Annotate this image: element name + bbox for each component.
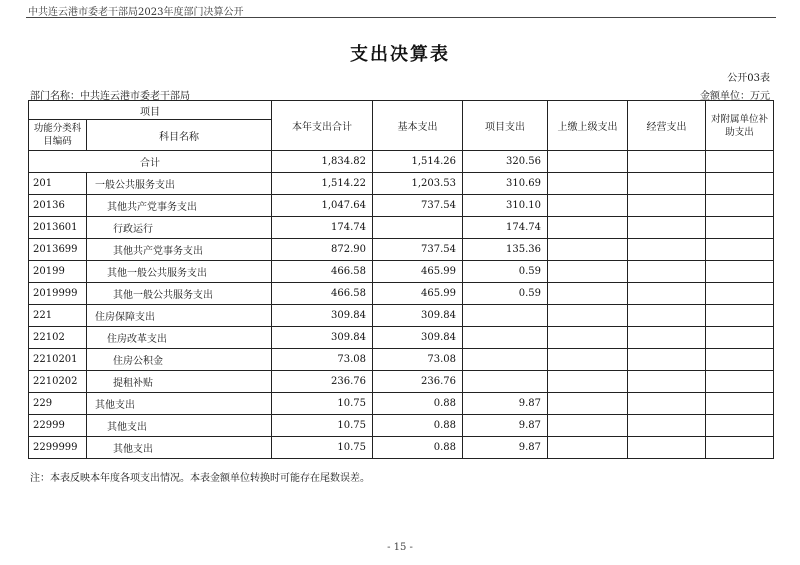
- cell-func-code: 2210202: [29, 371, 87, 393]
- header-item: 项目: [29, 101, 272, 120]
- total-cell-total: 1,834.82: [272, 151, 373, 173]
- cell-project: 9.87: [463, 393, 548, 415]
- cell-total: 174.74: [272, 217, 373, 239]
- cell-operating: [628, 305, 706, 327]
- table-body: [29, 151, 774, 459]
- table-row: [29, 349, 774, 371]
- total-cell-project: 320.56: [463, 151, 548, 173]
- cell-operating: [628, 349, 706, 371]
- cell-subsidy-sub: [706, 437, 774, 459]
- cell-operating: [628, 327, 706, 349]
- cell-subsidy-sub: [706, 415, 774, 437]
- cell-basic: 0.88: [373, 437, 463, 459]
- cell-func-code: 22999: [29, 415, 87, 437]
- cell-subject-name: 其他支出: [87, 437, 272, 459]
- cell-func-code: 22102: [29, 327, 87, 349]
- cell-basic: 236.76: [373, 371, 463, 393]
- cell-basic: 1,203.53: [373, 173, 463, 195]
- expenditure-table: [28, 100, 774, 459]
- department-name: 部门名称：中共连云港市委老干部局: [30, 91, 190, 102]
- cell-operating: [628, 415, 706, 437]
- cell-operating: [628, 173, 706, 195]
- cell-project: 135.36: [463, 239, 548, 261]
- cell-basic: 465.99: [373, 261, 463, 283]
- cell-func-code: 2013699: [29, 239, 87, 261]
- cell-subsidy-sub: [706, 327, 774, 349]
- running-header: 中共连云港市委老干部局2023年度部门决算公开: [28, 7, 244, 18]
- cell-project: 0.59: [463, 261, 548, 283]
- cell-subject-name: 其他支出: [87, 393, 272, 415]
- cell-total: 236.76: [272, 371, 373, 393]
- cell-func-code: 229: [29, 393, 87, 415]
- cell-func-code: 221: [29, 305, 87, 327]
- cell-basic: 737.54: [373, 195, 463, 217]
- cell-operating: [628, 371, 706, 393]
- table-row: [29, 393, 774, 415]
- total-row: [29, 151, 774, 173]
- header-subject-name: 科目名称: [87, 120, 272, 151]
- cell-subsidy-sub: [706, 239, 774, 261]
- cell-project: [463, 327, 548, 349]
- cell-total: 10.75: [272, 415, 373, 437]
- cell-func-code: 20199: [29, 261, 87, 283]
- cell-subsidy-sub: [706, 217, 774, 239]
- cell-operating: [628, 239, 706, 261]
- cell-subject-name: 其他共产党事务支出: [87, 195, 272, 217]
- cell-total: 309.84: [272, 327, 373, 349]
- cell-remit-upper: [548, 173, 628, 195]
- cell-operating: [628, 437, 706, 459]
- cell-project: 9.87: [463, 437, 548, 459]
- cell-project: 0.59: [463, 283, 548, 305]
- header-rule: [26, 17, 776, 18]
- header-project: 项目支出: [463, 101, 548, 151]
- cell-subject-name: 其他共产党事务支出: [87, 239, 272, 261]
- cell-total: 1,514.22: [272, 173, 373, 195]
- cell-remit-upper: [548, 437, 628, 459]
- cell-subsidy-sub: [706, 173, 774, 195]
- cell-subject-name: 一般公共服务支出: [87, 173, 272, 195]
- cell-basic: 0.88: [373, 393, 463, 415]
- cell-subject-name: 其他一般公共服务支出: [87, 261, 272, 283]
- header-operating: 经营支出: [628, 101, 706, 151]
- cell-operating: [628, 217, 706, 239]
- cell-basic: 737.54: [373, 239, 463, 261]
- cell-subsidy-sub: [706, 305, 774, 327]
- cell-subject-name: 住房改革支出: [87, 327, 272, 349]
- cell-basic: [373, 217, 463, 239]
- header-subsidy-sub: 对附属单位补助支出: [706, 101, 774, 151]
- total-cell-basic: 1,514.26: [373, 151, 463, 173]
- cell-project: [463, 305, 548, 327]
- amount-unit: 金额单位：万元: [700, 91, 770, 102]
- table-row: [29, 173, 774, 195]
- cell-remit-upper: [548, 261, 628, 283]
- footnote: 注：本表反映本年度各项支出情况。本表金额单位转换时可能存在尾数误差。: [30, 473, 370, 484]
- cell-total: 466.58: [272, 283, 373, 305]
- cell-remit-upper: [548, 415, 628, 437]
- cell-operating: [628, 261, 706, 283]
- form-code: 公开03表: [727, 73, 770, 84]
- cell-subject-name: 其他支出: [87, 415, 272, 437]
- cell-remit-upper: [548, 217, 628, 239]
- header-basic: 基本支出: [373, 101, 463, 151]
- cell-project: 9.87: [463, 415, 548, 437]
- table-row: [29, 195, 774, 217]
- cell-subject-name: 行政运行: [87, 217, 272, 239]
- cell-total: 872.90: [272, 239, 373, 261]
- cell-subsidy-sub: [706, 261, 774, 283]
- cell-subsidy-sub: [706, 393, 774, 415]
- table-row: [29, 305, 774, 327]
- cell-subject-name: 提租补贴: [87, 371, 272, 393]
- cell-total: 309.84: [272, 305, 373, 327]
- cell-subject-name: 住房保障支出: [87, 305, 272, 327]
- table-row: [29, 437, 774, 459]
- table-row: [29, 239, 774, 261]
- cell-remit-upper: [548, 349, 628, 371]
- cell-basic: 0.88: [373, 415, 463, 437]
- cell-subsidy-sub: [706, 283, 774, 305]
- cell-subsidy-sub: [706, 371, 774, 393]
- cell-project: 174.74: [463, 217, 548, 239]
- table-row: [29, 283, 774, 305]
- table-row: [29, 415, 774, 437]
- cell-project: 310.69: [463, 173, 548, 195]
- table-row: [29, 261, 774, 283]
- cell-func-code: 201: [29, 173, 87, 195]
- cell-subject-name: 其他一般公共服务支出: [87, 283, 272, 305]
- expenditure-table-container: [28, 100, 773, 459]
- cell-operating: [628, 283, 706, 305]
- cell-subject-name: 住房公积金: [87, 349, 272, 371]
- cell-operating: [628, 195, 706, 217]
- total-cell-remit-upper: [548, 151, 628, 173]
- cell-total: 10.75: [272, 393, 373, 415]
- cell-subsidy-sub: [706, 195, 774, 217]
- cell-remit-upper: [548, 305, 628, 327]
- cell-func-code: 2013601: [29, 217, 87, 239]
- total-cell-operating: [628, 151, 706, 173]
- total-cell-subsidy-sub: [706, 151, 774, 173]
- cell-total: 1,047.64: [272, 195, 373, 217]
- cell-remit-upper: [548, 327, 628, 349]
- table-header: [29, 101, 774, 151]
- cell-basic: 73.08: [373, 349, 463, 371]
- page-title: 支出决算表: [350, 44, 450, 65]
- table-row: [29, 371, 774, 393]
- cell-project: [463, 349, 548, 371]
- cell-func-code: 2019999: [29, 283, 87, 305]
- header-total: 本年支出合计: [272, 101, 373, 151]
- cell-remit-upper: [548, 283, 628, 305]
- cell-func-code: 20136: [29, 195, 87, 217]
- cell-basic: 465.99: [373, 283, 463, 305]
- total-label: 合计: [29, 151, 272, 173]
- cell-total: 10.75: [272, 437, 373, 459]
- cell-remit-upper: [548, 371, 628, 393]
- cell-operating: [628, 393, 706, 415]
- cell-total: 466.58: [272, 261, 373, 283]
- header-func-code: 功能分类科目编码: [29, 120, 87, 151]
- cell-basic: 309.84: [373, 327, 463, 349]
- page-number: - 15 -: [387, 542, 413, 553]
- cell-total: 73.08: [272, 349, 373, 371]
- table-row: [29, 217, 774, 239]
- cell-remit-upper: [548, 239, 628, 261]
- cell-func-code: 2210201: [29, 349, 87, 371]
- cell-subsidy-sub: [706, 349, 774, 371]
- header-remit-upper: 上缴上级支出: [548, 101, 628, 151]
- cell-project: 310.10: [463, 195, 548, 217]
- cell-project: [463, 371, 548, 393]
- table-row: [29, 327, 774, 349]
- cell-remit-upper: [548, 393, 628, 415]
- cell-remit-upper: [548, 195, 628, 217]
- cell-func-code: 2299999: [29, 437, 87, 459]
- cell-basic: 309.84: [373, 305, 463, 327]
